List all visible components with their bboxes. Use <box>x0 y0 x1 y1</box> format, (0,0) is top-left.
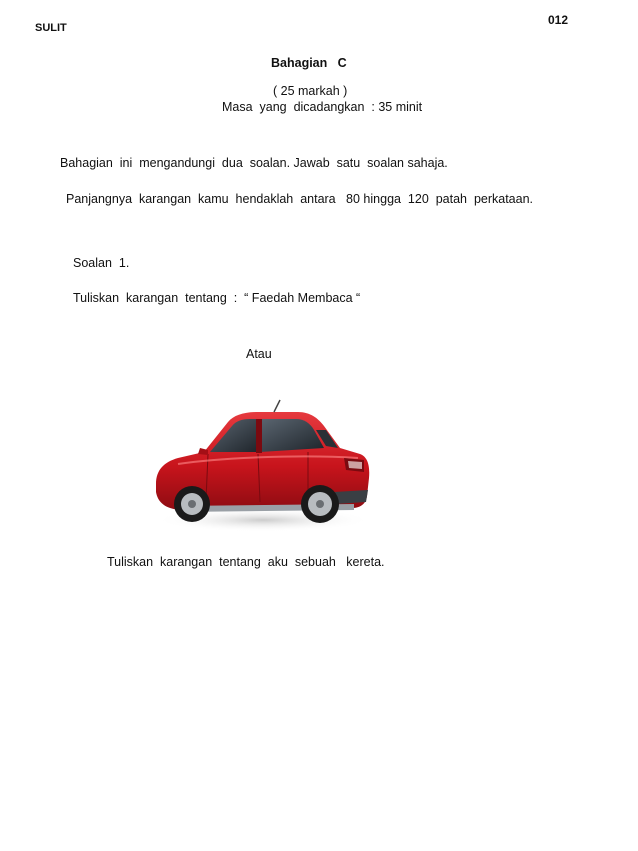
section-time: Masa yang dicadangkan : 35 minit <box>222 100 423 114</box>
question-number: Soalan 1. <box>73 256 130 270</box>
question-prompt: Tuliskan karangan tentang : “ Faedah Membaca “ <box>73 291 361 305</box>
or-label: Atau <box>246 347 272 361</box>
section-marks: ( 25 markah ) <box>273 84 348 98</box>
car-illustration <box>148 392 372 536</box>
instruction-line-1: Bahagian ini mengandungi dua soalan. Jawab satu soalan sahaja. <box>60 156 448 170</box>
image-caption: Tuliskan karangan tentang aku sebuah kereta. <box>107 555 385 569</box>
instruction-line-2: Panjangnya karangan kamu hendaklah antara 80 hingga 120 patah perkataan. <box>66 192 534 206</box>
page-number: 012 <box>548 13 569 27</box>
car-image <box>148 392 372 536</box>
header-left-label: SULIT <box>35 22 67 34</box>
section-title: Bahagian C <box>271 56 347 70</box>
